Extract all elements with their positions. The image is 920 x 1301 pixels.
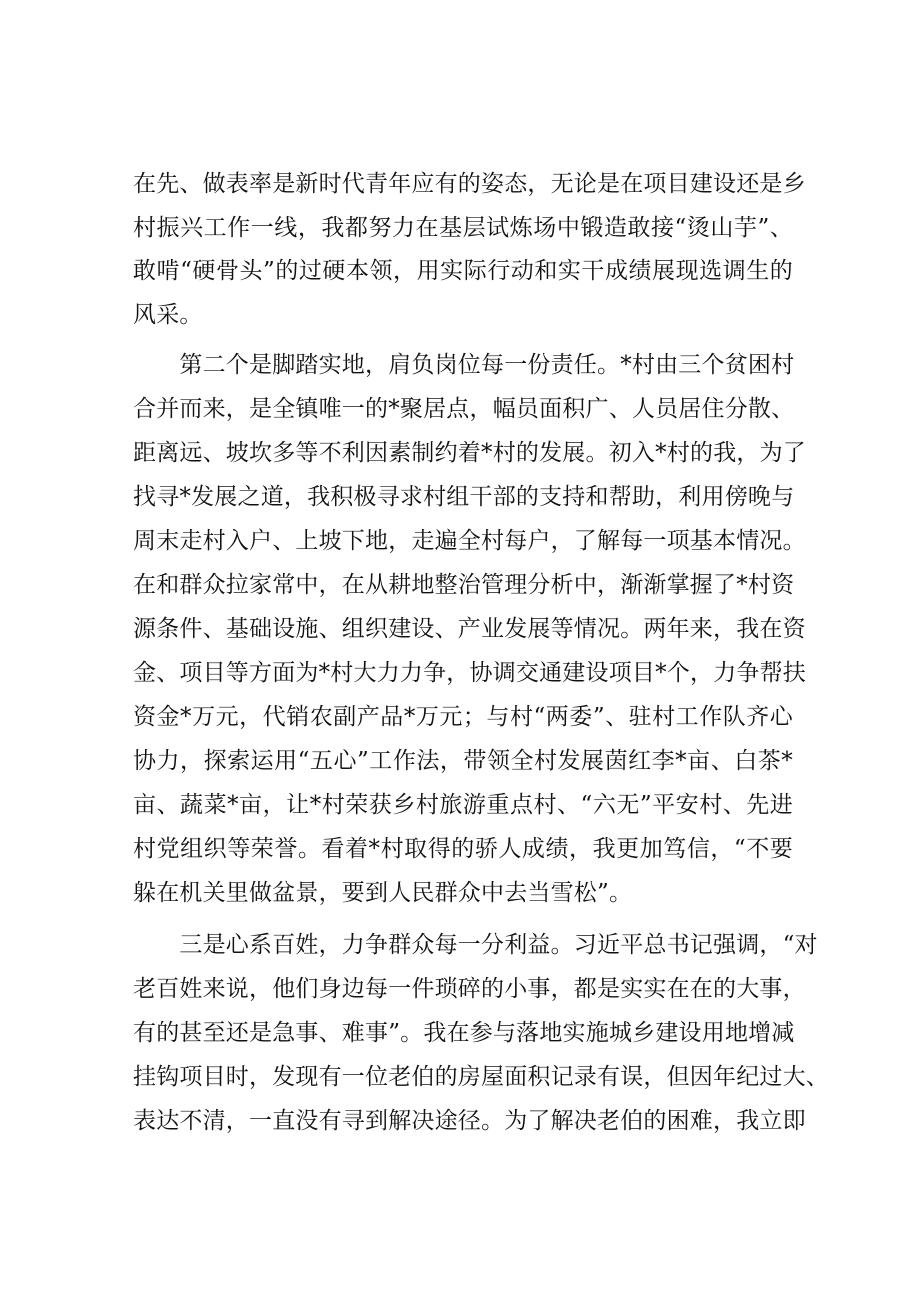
paragraph-2-line-11: 亩、蔬菜*亩，让*村荣获乡村旅游重点村、“六无”平安村、先进 [133, 792, 793, 818]
paragraph-3-line-3: 有的甚至还是急事、难事”。我在参与落地实施城乡建设用地增减 [133, 1020, 795, 1046]
paragraph-1-line-1: 在先、做表率是新时代青年应有的姿态，无论是在项目建设还是乡 [133, 171, 806, 197]
paragraph-3-line-4: 挂钩项目时，发现有一位老伯的房屋面积记录有误，但因年纪过大、 [133, 1064, 829, 1090]
paragraph-2-line-7: 源条件、基础设施、组织建设、产业发展等情况。两年来，我在资 [133, 616, 806, 642]
paragraph-2-line-8: 金、项目等方面为*村大力力争，协调交通建设项目*个，力争帮扶 [133, 660, 806, 686]
paragraph-1-line-2: 村振兴工作一线，我都努力在基层试炼场中锻造敢接“烫山芋”、 [133, 215, 793, 241]
paragraph-2-line-5: 周末走村入户、上坡下地，走遍全村每户，了解每一项基本情况。 [133, 528, 806, 554]
paragraph-3-line-5: 表达不清，一直没有寻到解决途径。为了解决老伯的困难，我立即 [133, 1108, 806, 1134]
paragraph-3-line-2: 老百姓来说，他们身边每一件琐碎的小事，都是实实在在的大事， [133, 976, 806, 1002]
paragraph-2-line-13: 躲在机关里做盆景，要到人民群众中去当雪松”。 [133, 880, 633, 906]
paragraph-2-line-2: 合并而来，是全镇唯一的*聚居点，幅员面积广、人员居住分散、 [133, 396, 795, 422]
paragraph-1-line-3: 敢啃“硬骨头”的过硬本领，用实际行动和实干成绩展现选调生的 [133, 258, 793, 284]
paragraph-2-line-10: 协力，探索运用“五心”工作法，带领全村发展茵红李*亩、白茶* [133, 748, 793, 774]
paragraph-3-line-1: 三是心系百姓，力争群众每一分利益。习近平总书记强调，“对 [133, 932, 818, 958]
paragraph-2-line-12: 村党组织等荣誉。看着*村取得的骄人成绩，我更加笃信，“不要 [133, 836, 793, 862]
paragraph-1-line-4: 风采。 [133, 302, 203, 328]
paragraph-2-line-4: 找寻*发展之道，我积极寻求村组干部的支持和帮助，利用傍晚与 [133, 484, 795, 510]
paragraph-2-line-1: 第二个是脚踏实地，肩负岗位每一份责任。*村由三个贫困村 [133, 352, 795, 378]
paragraph-2-line-9: 资金*万元，代销农副产品*万元；与村“两委”、驻村工作队齐心 [133, 704, 793, 730]
paragraph-2-line-6: 在和群众拉家常中，在从耕地整治管理分析中，渐渐掌握了*村资 [133, 572, 795, 598]
paragraph-2-line-3: 距离远、坡坎多等不利因素制约着*村的发展。初入*村的我，为了 [133, 440, 806, 466]
